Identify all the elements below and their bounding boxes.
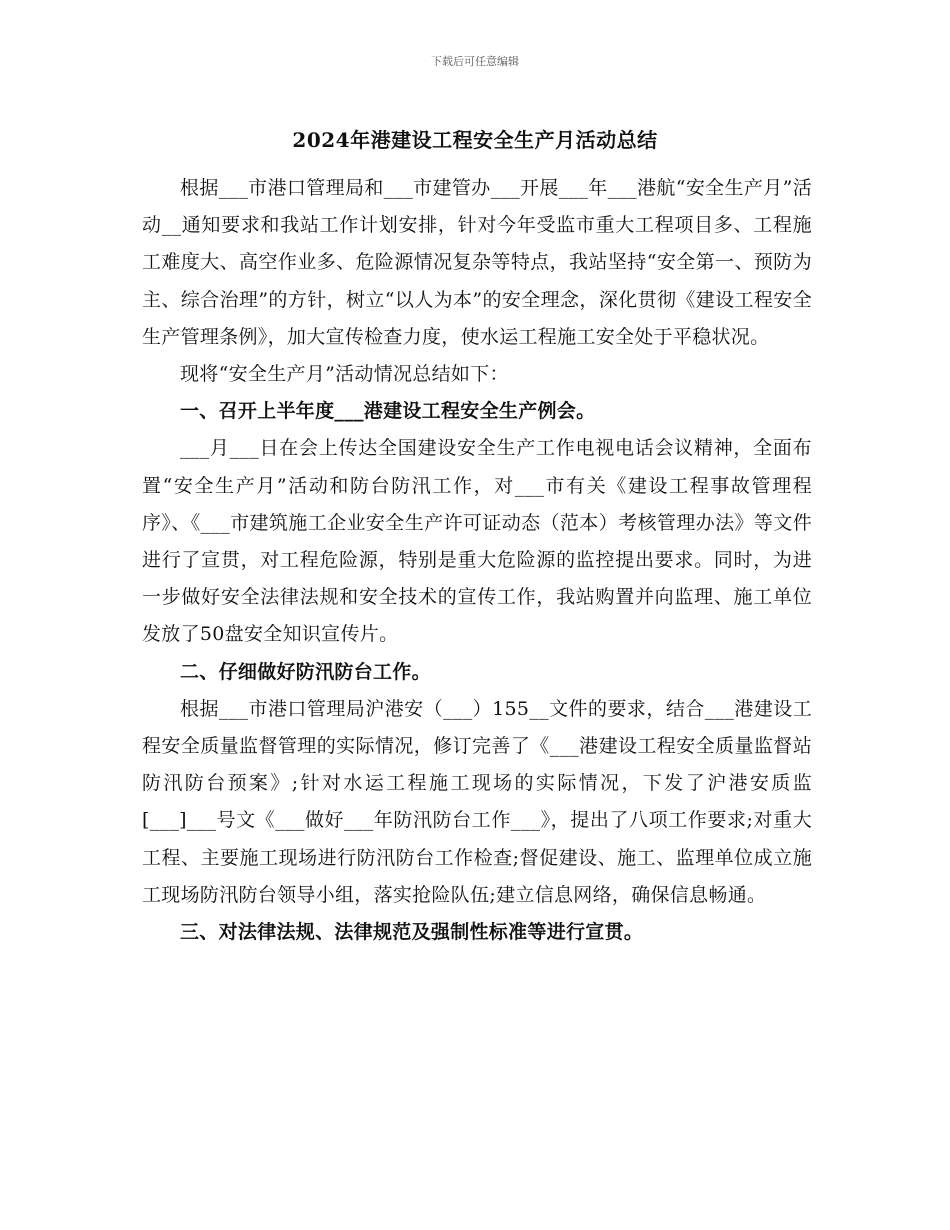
page-header: 下载后可任意编辑 bbox=[431, 55, 519, 68]
section-heading-3: 三、对法律法规、法律规范及强制性标准等进行宣贯。 bbox=[180, 921, 644, 944]
section-heading-2: 二、仔细做好防汛防台工作。 bbox=[180, 660, 431, 683]
paragraph-summary-lead: 现将“安全生产月”活动情况总结如下： bbox=[180, 363, 509, 386]
paragraph-intro: 根据___市港口管理局和___市建管办___开展___年___港航“安全生产月”活动__通知要求和我站工作计划安排，针对今年受监市重大工程项目多、工程施工难度大、高空作业多、危险源情况复杂等特点，我站坚持“安全第一、预防为主、综合治理”的方针，树立“以人为本”的安全理念，深化贯彻《建设工程安全生产管理条例》，加大宣传检查力度，使水运工程施工安全处于平稳状况。 bbox=[142, 177, 812, 348]
document-title: 2024年港建设工程安全生产月活动总结 bbox=[292, 128, 658, 152]
section-heading-1: 一、召开上半年度___港建设工程安全生产例会。 bbox=[180, 400, 596, 423]
paragraph-section-2: 根据___市港口管理局沪港安（___）155__文件的要求，结合___港建设工程安全质量监督管理的实际情况，修订完善了《___港建设工程安全质量监督站防汛防台预案》;针对水运工程施工现场的实际情况，下发了沪港安质监[___]___号文《___做好___年防汛防台工作___》，提出了八项工作要求;对重大工程、主要施工现场进行防汛防台工作检查;督促建设、施工、监理单位成立施工现场防汛防台领导小组，落实抢险队伍;建立信息网络，确保信息畅通。 bbox=[142, 697, 812, 906]
document-body bbox=[142, 170, 812, 951]
paragraph-section-1: ___月___日在会上传达全国建设安全生产工作电视电话会议精神，全面布置“安全生产月”活动和防台防汛工作，对___市有关《建设工程事故管理程序》、《___市建筑施工企业安全生产许可证动态（范本）考核管理办法》等文件进行了宣贯，对工程危险源，特别是重大危险源的监控提出要求。同时，为进一步做好安全法律法规和安全技术的宣传工作，我站购置并向监理、施工单位发放了50盘安全知识宣传片。 bbox=[142, 437, 812, 646]
